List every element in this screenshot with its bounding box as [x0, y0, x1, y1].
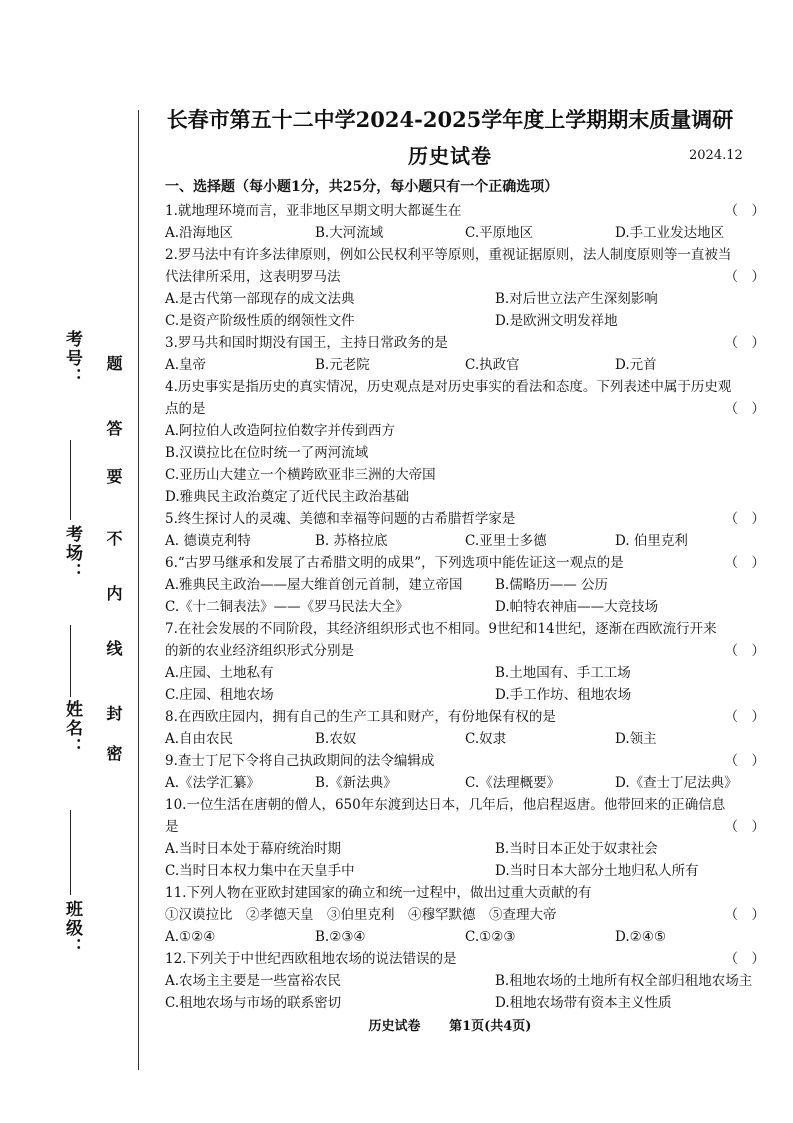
room-label: 考场： [62, 525, 82, 582]
options-row [165, 288, 765, 310]
options-row [165, 574, 765, 596]
answer-option[interactable]: D.雅典民主政治奠定了近代民主政治基础 [165, 489, 410, 505]
question-text: 12.下列关于中世纪西欧租地农场的说法错误的是 [165, 951, 457, 967]
answer-option[interactable]: B. 苏格拉底 [315, 533, 388, 549]
answer-option[interactable]: B.《新法典》 [315, 775, 397, 791]
question-stem [165, 552, 765, 574]
answer-option[interactable]: B.元老院 [315, 357, 370, 373]
name-label: 姓名： [62, 700, 82, 757]
question-item [165, 332, 765, 376]
answer-option[interactable]: C.《十二铜表法》——《罗马民法大全》 [165, 599, 409, 615]
options-row [165, 596, 765, 618]
footer-subject: 历史试卷 [368, 1019, 421, 1034]
answer-option[interactable]: B.当时日本正处于奴隶社会 [495, 841, 658, 857]
answer-option[interactable]: D.手工作坊、租地农场 [495, 687, 632, 703]
answer-option[interactable]: C.租地农场与市场的联系密切 [165, 995, 342, 1011]
options-row [165, 464, 765, 486]
answer-option[interactable]: C.《法理概要》 [465, 775, 561, 791]
answer-bracket[interactable]: （ ） [724, 335, 765, 351]
seal-char: 不 [104, 530, 123, 546]
answer-option[interactable]: B.大河流域 [315, 225, 384, 241]
question-text: 是 [165, 819, 179, 835]
options-row [165, 354, 765, 376]
answer-bracket[interactable]: （ ） [724, 709, 765, 725]
seal-char: 题 [104, 355, 123, 371]
answer-option[interactable]: B.农奴 [315, 731, 357, 747]
answer-option[interactable]: A.沿海地区 [165, 225, 234, 241]
answer-option[interactable]: A.《法学汇纂》 [165, 775, 261, 791]
answer-option[interactable]: D.当时日本大部分土地归私人所有 [495, 863, 699, 879]
answer-option[interactable]: B.儒略历—— 公历 [495, 577, 609, 593]
options-row [165, 442, 765, 464]
answer-option[interactable]: C.当时日本权力集中在天皇手中 [165, 863, 355, 879]
question-text: 7.在社会发展的不同阶段，其经济组织形式也不相同。9世纪和14世纪，逐渐在西欧流行开来 [165, 621, 717, 637]
question-item [165, 882, 765, 948]
seal-char: 线 [104, 640, 123, 656]
question-text: 1.就地理环境而言，亚非地区早期文明大都诞生在 [165, 203, 462, 219]
question-stem [165, 794, 765, 816]
answer-option[interactable]: B.汉谟拉比在位时统一了两河流域 [165, 445, 369, 461]
answer-option[interactable]: A.是古代第一部现存的成文法典 [165, 291, 355, 307]
options-row [165, 860, 765, 882]
class-field-line [70, 810, 71, 895]
answer-option[interactable]: A.农场主主要是一些富裕农民 [165, 973, 342, 989]
answer-bracket[interactable]: （ ） [724, 203, 765, 219]
answer-option[interactable]: A.当时日本处于幕府统治时期 [165, 841, 342, 857]
answer-bracket[interactable]: （ ） [724, 555, 765, 571]
room-field-line [70, 440, 71, 520]
answer-option[interactable]: C.亚里士多德 [465, 533, 547, 549]
question-text: 11.下列人物在亚欧封建国家的确立和统一过程中，做出过重大贡献的有 [165, 885, 592, 901]
answer-option[interactable]: B.②③④ [315, 929, 366, 945]
options-row [165, 772, 765, 794]
question-stem [165, 244, 765, 266]
answer-option[interactable]: D.手工业发达地区 [615, 225, 725, 241]
options-row [165, 684, 765, 706]
question-item [165, 794, 765, 882]
question-text: 2.罗马法中有许多法律原则，例如公民权利平等原则，重视证据原则，法人制度原则等一直被当 [165, 247, 732, 263]
answer-option[interactable]: D.帕特农神庙——大竞技场 [495, 599, 659, 615]
class-label: 班级： [62, 900, 82, 957]
question-item [165, 750, 765, 794]
answer-option[interactable]: C.执政官 [465, 357, 520, 373]
question-stem [165, 750, 765, 772]
answer-bracket[interactable]: （ ） [724, 269, 765, 285]
options-row [165, 728, 765, 750]
answer-option[interactable]: C.①②③ [465, 929, 516, 945]
question-section [165, 176, 765, 1014]
options-row [165, 486, 765, 508]
options-row [165, 838, 765, 860]
question-stem [165, 640, 765, 662]
question-text: 3.罗马共和国时期没有国王，主持日常政务的是 [165, 335, 448, 351]
seal-char: 答 [104, 420, 123, 436]
question-stem [165, 332, 765, 354]
question-text: 的新的农业经济组织形式分别是 [165, 643, 354, 659]
answer-option[interactable]: A.①②④ [165, 929, 216, 945]
answer-option[interactable]: C.是资产阶级性质的纲领性文件 [165, 313, 355, 329]
answer-option[interactable]: B.租地农场的土地所有权全部归租地农场主 [495, 973, 753, 989]
seal-char: 内 [104, 585, 123, 601]
question-item [165, 200, 765, 244]
answer-option[interactable]: A.皇帝 [165, 357, 207, 373]
question-text: 10.一位生活在唐朝的僧人，650年东渡到达日本，几年后，他启程返唐。他带回来的正确信息 [165, 797, 726, 813]
options-row [165, 926, 765, 948]
answer-bracket[interactable]: （ ） [724, 753, 765, 769]
options-row [165, 310, 765, 332]
question-item [165, 552, 765, 618]
answer-bracket[interactable]: （ ） [724, 951, 765, 967]
question-stem [165, 816, 765, 838]
answer-bracket[interactable]: （ ） [724, 511, 765, 527]
question-item [165, 618, 765, 706]
question-item [165, 508, 765, 552]
answer-option[interactable]: C.奴隶 [465, 731, 507, 747]
seal-char: 封 [104, 705, 123, 721]
seal-char: 密 [104, 745, 123, 761]
answer-bracket[interactable]: （ ） [724, 819, 765, 835]
answer-option[interactable]: B.对后世立法产生深刻影响 [495, 291, 658, 307]
answer-bracket[interactable]: （ ） [724, 401, 765, 417]
question-text: 9.查士丁尼下令将自己执政期间的法令编辑成 [165, 753, 435, 769]
question-stem [165, 398, 765, 420]
answer-option[interactable]: A.雅典民主政治——屋大维首创元首制，建立帝国 [165, 577, 463, 593]
options-row [165, 530, 765, 552]
question-stem [165, 904, 765, 926]
answer-option[interactable]: D.是欧洲文明发祥地 [495, 313, 618, 329]
question-stem [165, 948, 765, 970]
answer-option[interactable]: D.②④⑤ [615, 929, 666, 945]
options-row [165, 420, 765, 442]
answer-option[interactable]: D. 伯里克利 [615, 533, 688, 549]
answer-option[interactable]: C.平原地区 [465, 225, 534, 241]
name-field-line [70, 625, 71, 697]
question-text: 5.终生探讨人的灵魂、美德和幸福等问题的古希腊哲学家是 [165, 511, 516, 527]
exam-date: 2024.12 [689, 148, 743, 163]
answer-option[interactable]: A.阿拉伯人改造阿拉伯数字并传到西方 [165, 423, 396, 439]
answer-bracket[interactable]: （ ） [724, 907, 765, 923]
answer-option[interactable]: D.租地农场带有资本主义性质 [495, 995, 672, 1011]
exam-title: 长春市第五十二中学2024-2025学年度上学期期末质量调研 [166, 107, 734, 132]
question-text: 6.“古罗马继承和发展了古希腊文明的成果”，下列选项中能佐证这一观点的是 [165, 555, 624, 571]
question-list [165, 200, 765, 1014]
question-item [165, 948, 765, 1014]
question-stem [165, 882, 765, 904]
question-text: 8.在西欧庄园内，拥有自己的生产工具和财产，有份地保有权的是 [165, 709, 556, 725]
answer-option[interactable]: D.《查士丁尼法典》 [615, 775, 738, 791]
question-stem [165, 266, 765, 288]
footer-page-number: 第1页(共4页) [449, 1019, 532, 1034]
options-row [165, 222, 765, 244]
answer-option[interactable]: A. 德谟克利特 [165, 533, 251, 549]
options-row [165, 662, 765, 684]
answer-option[interactable]: C.庄园、租地农场 [165, 687, 274, 703]
answer-option[interactable]: A.自由农民 [165, 731, 234, 747]
question-stem [165, 376, 765, 398]
options-row [165, 970, 765, 992]
answer-bracket[interactable]: （ ） [724, 643, 765, 659]
answer-option[interactable]: B.土地国有、手工工场 [495, 665, 631, 681]
question-item [165, 376, 765, 508]
question-stem [165, 508, 765, 530]
page-footer [150, 1015, 750, 1034]
section-heading: 一、选择题（每小题1分，共25分，每小题只有一个正确选项） [165, 179, 559, 195]
question-text: 4.历史事实是指历史的真实情况，历史观点是对历史事实的看法和态度。下列表述中属于历史观 [165, 379, 732, 395]
options-row [165, 992, 765, 1014]
question-text: 点的是 [165, 401, 206, 417]
binding-line [138, 110, 139, 1070]
question-text: ①汉谟拉比 ②孝德天皇 ③伯里克利 ④穆罕默德 ⑤查理大帝 [165, 907, 557, 923]
question-stem [165, 618, 765, 640]
answer-option[interactable]: D.领主 [615, 731, 657, 747]
number-label: 考号： [62, 330, 82, 387]
question-stem [165, 706, 765, 728]
answer-option[interactable]: A.庄园、土地私有 [165, 665, 274, 681]
seal-char: 要 [104, 468, 123, 484]
question-item [165, 706, 765, 750]
answer-option[interactable]: C.亚历山大建立一个横跨欧亚非三洲的大帝国 [165, 467, 436, 483]
exam-subject: 历史试卷 [408, 144, 492, 168]
question-stem [165, 200, 765, 222]
question-item [165, 244, 765, 332]
answer-option[interactable]: D.元首 [615, 357, 657, 373]
question-text: 代法律所采用，这表明罗马法 [165, 269, 341, 285]
